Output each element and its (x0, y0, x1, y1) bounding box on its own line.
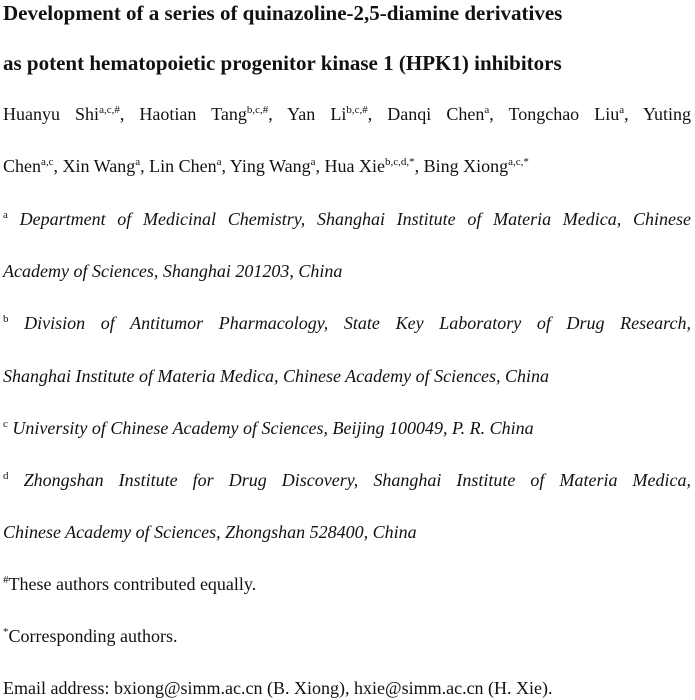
author-affiliation-marks: b,c,d,* (384, 156, 415, 168)
affiliation-text: Division of Antitumor Pharmacology, State Key Laboratory of Drug Research, (24, 313, 691, 333)
author-affiliation-marks: a (310, 156, 316, 168)
affiliation-text: Zhongshan Institute for Drug Discovery, Shanghai Institute of Materia Medica, (23, 470, 692, 490)
affiliation-b-line-1 (3, 311, 691, 335)
author-name: Yan Li (287, 104, 347, 124)
affiliation-a-line-1 (3, 207, 691, 231)
affiliation-d-line-1 (3, 468, 691, 492)
author-affiliation-marks: a,c (41, 156, 54, 168)
affiliation-d-line-2: Chinese Academy of Sciences, Zhongshan 528400, China (3, 522, 417, 542)
note-mark: * (3, 626, 9, 638)
affiliation-a-line-2: Academy of Sciences, Shanghai 201203, China (3, 261, 343, 281)
author-affiliation-marks: a,c,* (508, 156, 529, 168)
equal-contribution-note (3, 572, 691, 596)
author-affiliation-marks: a (484, 104, 490, 116)
note-text: These authors contributed equally. (8, 574, 257, 594)
author-name-part: Chen (3, 156, 41, 176)
author-name: Hua Xie (324, 156, 385, 176)
author-name: Huanyu Shi (3, 104, 100, 124)
author-list-line-1: Huanyu Shi$^{a,c,\#}$, Haotian Tang$^{b,c,\#}$, Yan $Li^{b,c,\#}$, Danqi Chen$^a$, Tongchao Liu$^a$, Yuting (3, 104, 692, 124)
paper-title-line-1: Development of a series of quinazoline-2,5-diamine derivatives (3, 1, 563, 25)
author-name: Ying Wang (229, 156, 311, 176)
corresponding-authors-note (3, 624, 691, 648)
note-mark: # (3, 574, 9, 586)
affiliation-text: University of Chinese Academy of Sciences, Beijing 100049, P. R. China (12, 418, 534, 438)
author-name-part: Yuting (643, 104, 692, 124)
author-affiliation-marks: b,c,# (346, 104, 368, 116)
author-affiliation-marks: a (216, 156, 222, 168)
author-affiliation-marks: a,c,# (99, 104, 120, 116)
author-affiliation-marks: b,c,# (246, 104, 269, 116)
note-text: Corresponding authors. (8, 626, 178, 646)
author-name: Xin Wang (62, 156, 136, 176)
affiliation-text: Department of Medicinal Chemistry, Shanghai Institute of Materia Medica, Chinese (19, 209, 691, 229)
email-address-line: Email address: bxiong@simm.ac.cn (B. Xiong), hxie@simm.ac.cn (H. Xie). (3, 678, 553, 698)
author-affiliation-marks: a (135, 156, 141, 168)
author-name: Lin Chen (149, 156, 217, 176)
author-list-line-2: Chen$^{a,c}$, Xin Wang$^a$, Lin Chen$^a$, Ying Wang$^a$, Hua Xie$^{b,c,d,*}$, Bing Xiong$^{a,c,*}$ (3, 156, 529, 176)
affiliation-b-line-2: Shanghai Institute of Materia Medica, Chinese Academy of Sciences, China (3, 366, 550, 386)
affiliation-mark: a (3, 209, 8, 221)
author-name: Tongchao Liu (508, 104, 620, 124)
affiliation-mark: c (3, 418, 8, 430)
author-affiliation-marks: a (619, 104, 625, 116)
author-name: Bing Xiong (423, 156, 509, 176)
author-name: Haotian Tang (139, 104, 247, 124)
author-name: Danqi Chen (387, 104, 485, 124)
affiliation-mark: b (3, 313, 9, 325)
paper-title-line-2: as potent hematopoietic progenitor kinase 1 (HPK1) inhibitors (3, 51, 562, 75)
affiliation-mark: d (3, 470, 9, 482)
affiliation-c-line-1 (3, 416, 691, 440)
